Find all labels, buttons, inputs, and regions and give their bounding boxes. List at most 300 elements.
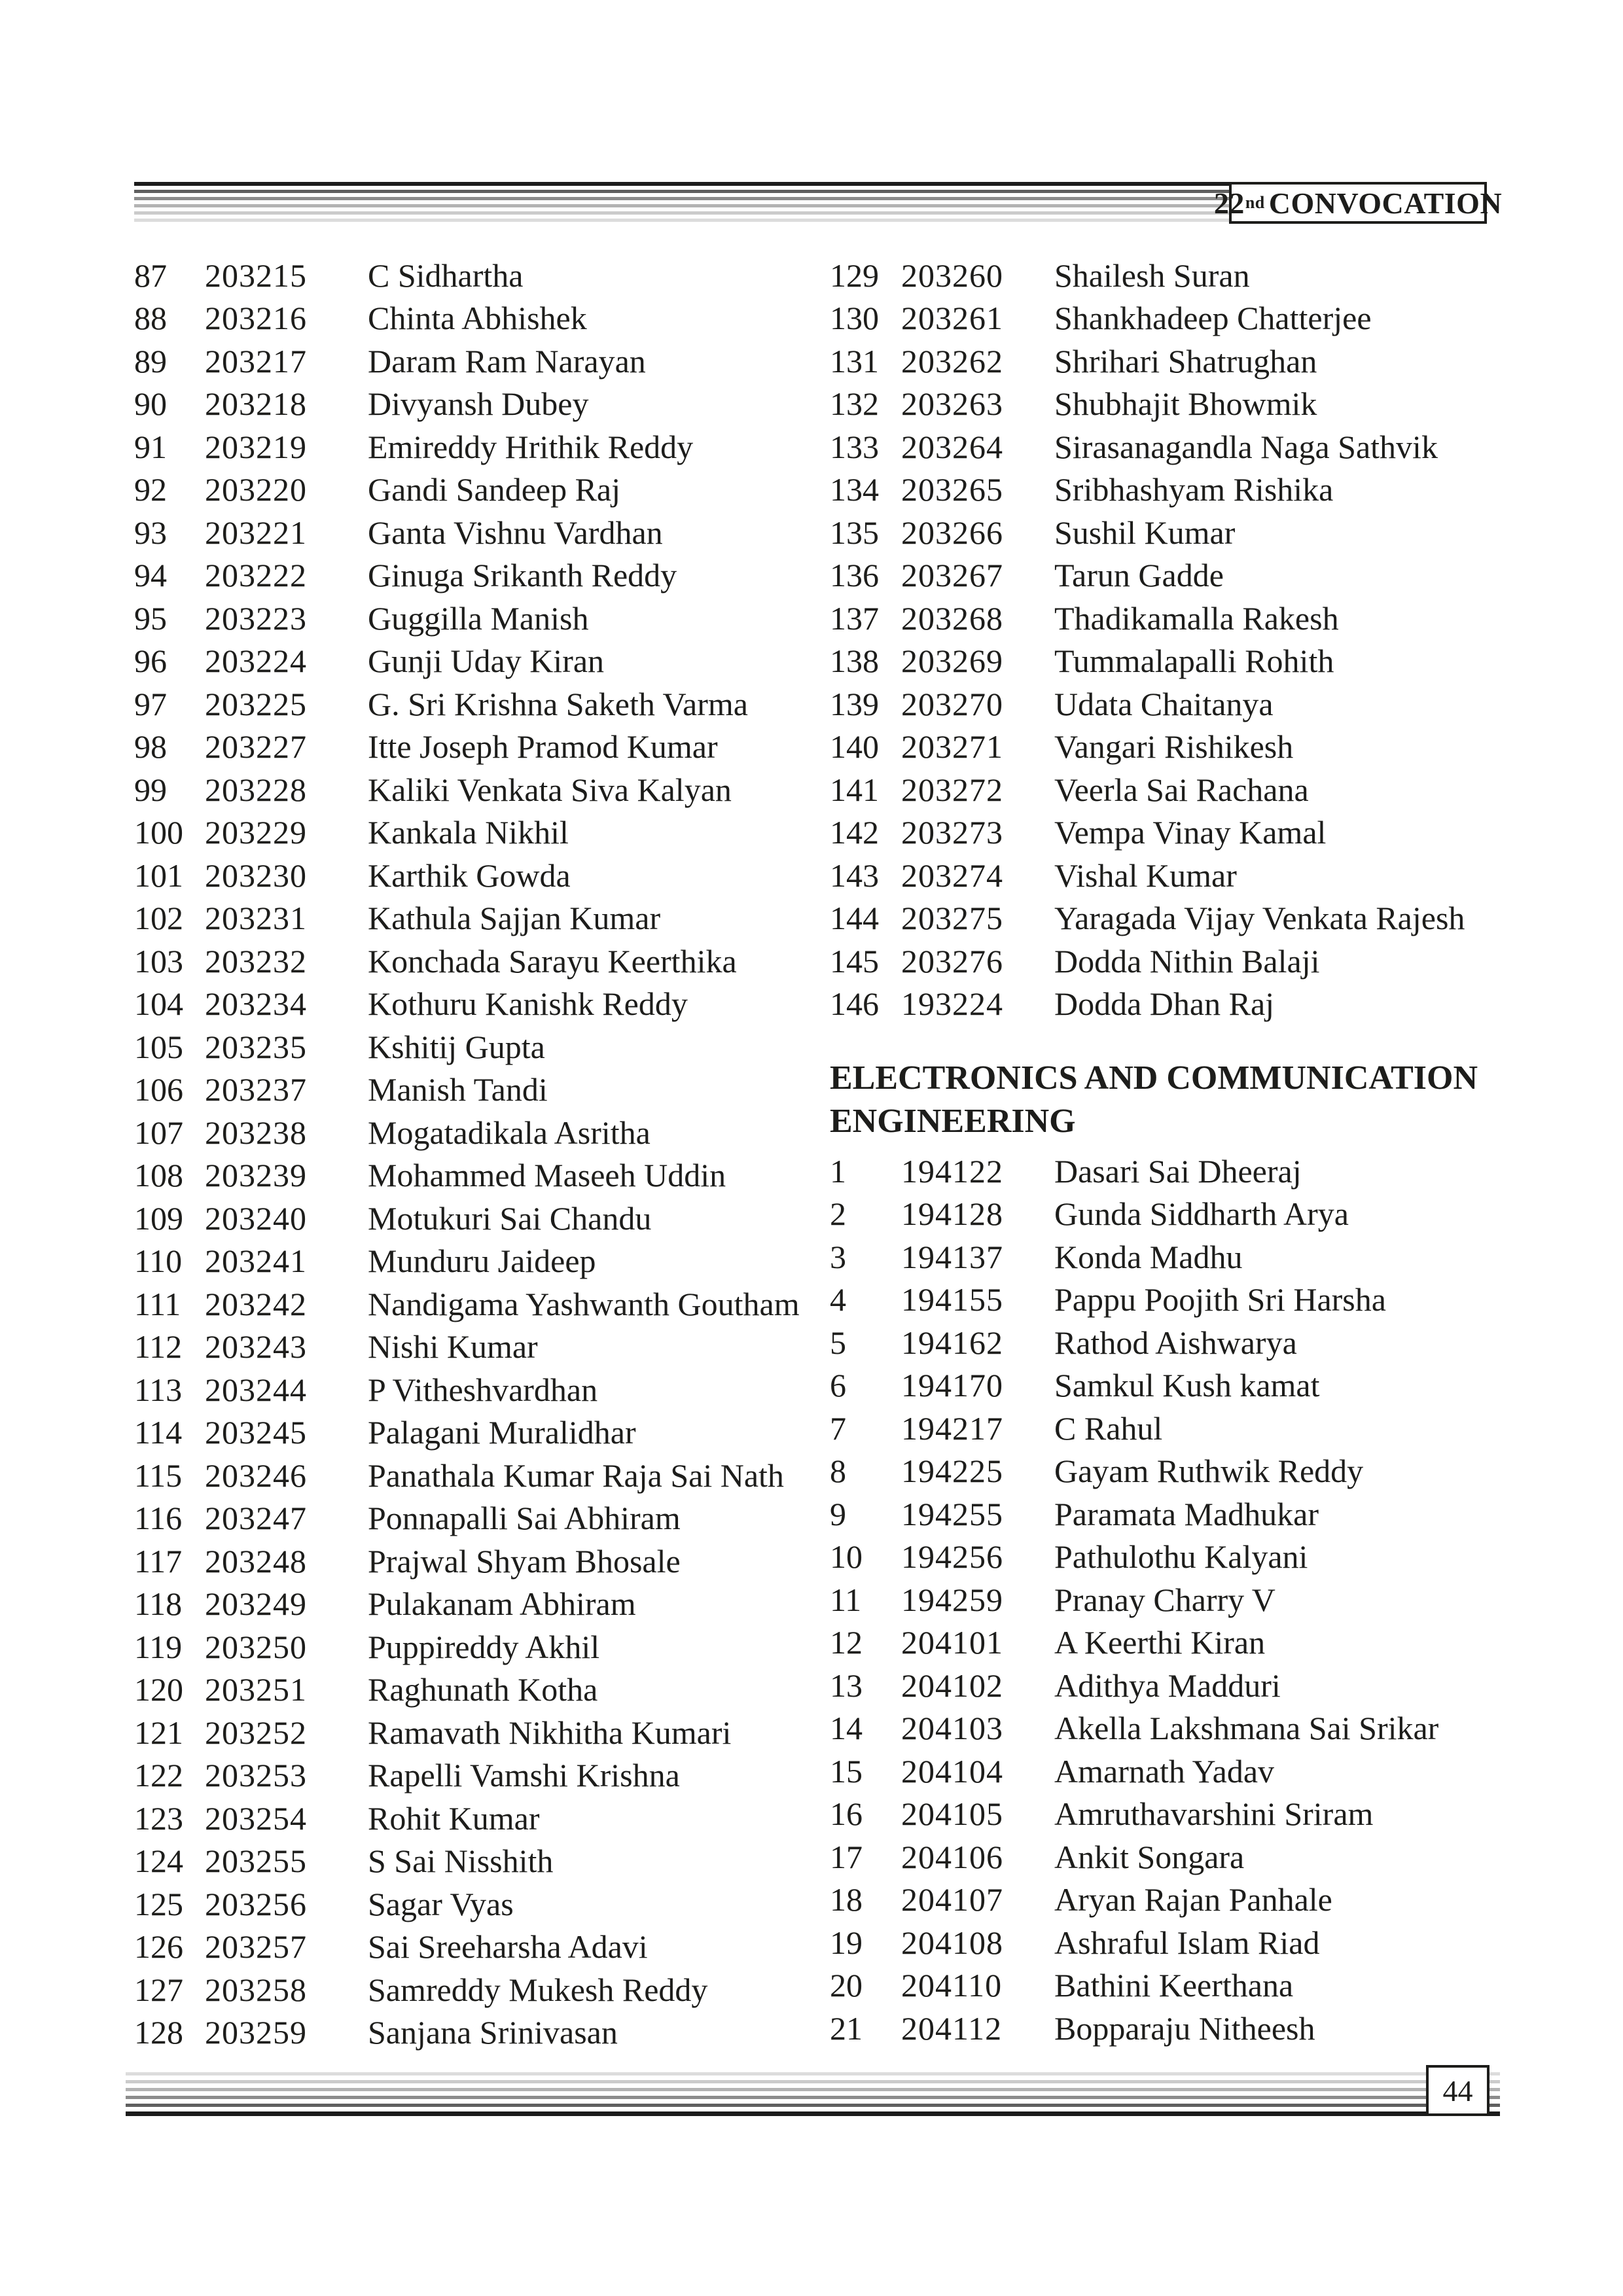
- roll-number: 203215: [205, 256, 307, 294]
- graduate-row: [830, 425, 1524, 468]
- roll-number: 203220: [205, 471, 307, 508]
- graduate-name: Paramata Madhukar: [1054, 1495, 1319, 1532]
- graduate-row: [830, 1235, 1524, 1279]
- serial-number: 126: [134, 1928, 183, 1966]
- roll-number: 194225: [901, 1453, 1003, 1490]
- graduate-row: [134, 682, 808, 726]
- serial-number: 8: [830, 1453, 846, 1490]
- graduate-row: [134, 254, 808, 297]
- graduate-name: Sushil Kumar: [1054, 514, 1236, 551]
- graduate-name: Dodda Dhan Raj: [1054, 985, 1275, 1023]
- graduate-row: [830, 940, 1524, 983]
- roll-number: 203254: [205, 1799, 307, 1837]
- serial-number: 133: [830, 428, 879, 465]
- roll-number: 203244: [205, 1371, 307, 1408]
- graduate-row: [134, 1840, 808, 1883]
- serial-number: 134: [830, 471, 879, 508]
- graduate-name: Guggilla Manish: [368, 599, 589, 637]
- graduate-name: Udata Chaitanya: [1054, 685, 1274, 722]
- graduate-name: Palagani Muralidhar: [368, 1414, 636, 1451]
- serial-number: 145: [830, 942, 879, 980]
- graduate-name: Vangari Rishikesh: [1054, 728, 1294, 766]
- graduate-row: [134, 1282, 808, 1326]
- roll-number: 204102: [901, 1667, 1003, 1704]
- roll-number: 203263: [901, 385, 1003, 423]
- graduate-name: Shailesh Suran: [1054, 256, 1250, 294]
- roll-number: 203258: [205, 1971, 307, 2008]
- serial-number: 125: [134, 1885, 183, 1922]
- graduate-name: Vishal Kumar: [1054, 857, 1237, 894]
- graduate-name: Mogatadikala Asritha: [368, 1114, 651, 1151]
- graduate-row: [134, 1197, 808, 1240]
- graduate-row: [134, 1368, 808, 1411]
- graduate-row: [134, 2011, 808, 2055]
- serial-number: 130: [830, 300, 879, 337]
- graduate-name: Sanjana Srinivasan: [368, 2014, 618, 2051]
- roll-number: 194256: [901, 1538, 1003, 1576]
- serial-number: 143: [830, 857, 879, 894]
- roll-number: 203246: [205, 1457, 307, 1494]
- roll-number: 203268: [901, 599, 1003, 637]
- graduate-name: Tarun Gadde: [1054, 557, 1224, 594]
- graduate-name: Pranay Charry V: [1054, 1581, 1275, 1618]
- graduate-row: [134, 383, 808, 426]
- graduate-row: [830, 1492, 1524, 1536]
- roll-number: 204110: [901, 1967, 1003, 2004]
- graduate-row: [134, 1454, 808, 1497]
- footer-rule: [126, 2104, 1500, 2107]
- graduate-row: [134, 1411, 808, 1455]
- graduate-name: Konchada Sarayu Keerthika: [368, 942, 737, 980]
- roll-number: 203251: [205, 1671, 307, 1708]
- roll-number: 203267: [901, 557, 1003, 594]
- roll-number: 203248: [205, 1542, 307, 1580]
- roll-number: 204108: [901, 1924, 1003, 1961]
- roll-number: 194259: [901, 1581, 1003, 1618]
- graduate-name: Puppireddy Akhil: [368, 1628, 600, 1665]
- graduate-row: [134, 297, 808, 340]
- graduate-row: [830, 1364, 1524, 1407]
- graduate-name: Panathala Kumar Raja Sai Nath: [368, 1457, 784, 1494]
- serial-number: 5: [830, 1324, 846, 1361]
- graduate-name: Nishi Kumar: [368, 1328, 538, 1366]
- serial-number: 19: [830, 1924, 863, 1961]
- graduate-row: [134, 597, 808, 640]
- graduate-row: [830, 682, 1524, 726]
- graduate-row: [134, 1583, 808, 1626]
- graduate-name: Dodda Nithin Balaji: [1054, 942, 1320, 980]
- graduate-name: Daram Ram Narayan: [368, 342, 646, 380]
- graduate-row: [830, 1964, 1524, 2007]
- roll-number: 203247: [205, 1500, 307, 1537]
- serial-number: 108: [134, 1157, 183, 1194]
- graduate-name: Amruthavarshini Sriram: [1054, 1795, 1374, 1833]
- roll-number: 203249: [205, 1585, 307, 1623]
- graduate-name: C Rahul: [1054, 1409, 1163, 1447]
- serial-number: 10: [830, 1538, 863, 1576]
- serial-number: 107: [134, 1114, 183, 1151]
- graduate-name: Pulakanam Abhiram: [368, 1585, 636, 1623]
- serial-number: 12: [830, 1624, 863, 1661]
- serial-number: 128: [134, 2014, 183, 2051]
- graduate-row: [830, 1279, 1524, 1322]
- serial-number: 127: [134, 1971, 183, 2008]
- serial-number: 21: [830, 2009, 863, 2047]
- roll-number: 194217: [901, 1409, 1003, 1447]
- graduate-name: Sagar Vyas: [368, 1885, 514, 1922]
- graduate-row: [134, 854, 808, 897]
- graduate-name: Chinta Abhishek: [368, 300, 587, 337]
- serial-number: 13: [830, 1667, 863, 1704]
- serial-number: 129: [830, 256, 879, 294]
- graduate-name: Kaliki Venkata Siva Kalyan: [368, 771, 732, 808]
- roll-number: 203230: [205, 857, 307, 894]
- roll-number: 203275: [901, 900, 1003, 937]
- roll-number: 203273: [901, 814, 1003, 851]
- roll-number: 203241: [205, 1243, 307, 1280]
- convocation-number: 22: [1213, 186, 1245, 220]
- graduate-row: [134, 811, 808, 855]
- roll-number: 203274: [901, 857, 1003, 894]
- graduate-row: [830, 1536, 1524, 1579]
- graduate-row: [134, 1025, 808, 1069]
- graduate-name: Gunda Siddharth Arya: [1054, 1195, 1349, 1233]
- roll-number: 203224: [205, 643, 307, 680]
- graduate-name: Amarnath Yadav: [1054, 1752, 1275, 1790]
- serial-number: 136: [830, 557, 879, 594]
- graduate-row: [830, 726, 1524, 769]
- serial-number: 2: [830, 1195, 846, 1233]
- serial-number: 124: [134, 1843, 183, 1880]
- section-heading-line1: ELECTRONICS AND COMMUNICATION: [830, 1059, 1478, 1097]
- serial-number: 88: [134, 300, 167, 337]
- roll-number: 203260: [901, 256, 1003, 294]
- graduate-name: G. Sri Krishna Saketh Varma: [368, 685, 748, 722]
- graduate-row: [830, 1150, 1524, 1193]
- roll-number: 203261: [901, 300, 1003, 337]
- serial-number: 132: [830, 385, 879, 423]
- graduate-row: [134, 983, 808, 1026]
- serial-number: 91: [134, 428, 167, 465]
- graduate-row: [830, 897, 1524, 940]
- roll-number: 204112: [901, 2009, 1003, 2047]
- graduate-row: [134, 1326, 808, 1369]
- roll-number: 204104: [901, 1752, 1003, 1790]
- roll-number: 203235: [205, 1028, 307, 1065]
- graduate-name: Shubhajit Bhowmik: [1054, 385, 1317, 423]
- graduate-name: Tummalapalli Rohith: [1054, 643, 1334, 680]
- serial-number: 9: [830, 1495, 846, 1532]
- roll-number: 194137: [901, 1238, 1003, 1275]
- serial-number: 99: [134, 771, 167, 808]
- graduate-row: [830, 1664, 1524, 1707]
- graduate-row: [830, 854, 1524, 897]
- right-column-top-entries: [830, 254, 1524, 1025]
- roll-number: 203234: [205, 985, 307, 1023]
- serial-number: 98: [134, 728, 167, 766]
- roll-number: 203223: [205, 599, 307, 637]
- serial-number: 100: [134, 814, 183, 851]
- roll-number: 203240: [205, 1199, 307, 1237]
- serial-number: 14: [830, 1710, 863, 1747]
- serial-number: 87: [134, 256, 167, 294]
- graduate-row: [830, 1450, 1524, 1493]
- graduate-row: [134, 1797, 808, 1840]
- graduate-name: Gunji Uday Kiran: [368, 643, 605, 680]
- serial-number: 17: [830, 1838, 863, 1875]
- graduate-name: Ankit Songara: [1054, 1838, 1245, 1875]
- right-column-bottom-entries: [830, 1150, 1524, 2050]
- graduate-name: Dasari Sai Dheeraj: [1054, 1152, 1302, 1190]
- serial-number: 144: [830, 900, 879, 937]
- graduate-name: Ramavath Nikhitha Kumari: [368, 1714, 732, 1751]
- graduate-row: [134, 1625, 808, 1669]
- graduate-row: [134, 1540, 808, 1583]
- graduate-row: [830, 383, 1524, 426]
- roll-number: 204101: [901, 1624, 1003, 1661]
- convocation-banner: 22 nd CONVOCATION: [1229, 182, 1487, 224]
- serial-number: 89: [134, 342, 167, 380]
- graduate-name: Manish Tandi: [368, 1071, 548, 1108]
- serial-number: 141: [830, 771, 879, 808]
- page-number: 44: [1442, 2074, 1473, 2108]
- serial-number: 95: [134, 599, 167, 637]
- serial-number: 121: [134, 1714, 183, 1751]
- roll-number: 194128: [901, 1195, 1003, 1233]
- section-gap: [830, 1025, 1524, 1057]
- graduate-name: Sai Sreeharsha Adavi: [368, 1928, 648, 1966]
- page-number-box: [1426, 2065, 1489, 2116]
- graduate-name: Shankhadeep Chatterjee: [1054, 300, 1372, 337]
- footer-rule: [126, 2111, 1500, 2116]
- graduate-name: Samkul Kush kamat: [1054, 1367, 1320, 1404]
- graduate-row: [134, 1069, 808, 1112]
- serial-number: 106: [134, 1071, 183, 1108]
- roll-number: 203221: [205, 514, 307, 551]
- graduate-row: [830, 254, 1524, 297]
- section-heading-line2: ENGINEERING: [830, 1103, 1076, 1140]
- roll-number: 203225: [205, 685, 307, 722]
- graduate-name: Rapelli Vamshi Krishna: [368, 1757, 680, 1794]
- serial-number: 109: [134, 1199, 183, 1237]
- serial-number: 112: [134, 1328, 183, 1366]
- graduate-name: S Sai Nisshith: [368, 1843, 554, 1880]
- graduate-row: [830, 768, 1524, 811]
- graduate-row: [830, 1321, 1524, 1364]
- serial-number: 1: [830, 1152, 846, 1190]
- footer-rule: [126, 2072, 1500, 2075]
- serial-number: 142: [830, 814, 879, 851]
- graduate-name: Bathini Keerthana: [1054, 1967, 1294, 2004]
- serial-number: 137: [830, 599, 879, 637]
- serial-number: 118: [134, 1585, 183, 1623]
- roll-number: 203245: [205, 1414, 307, 1451]
- roll-number: 203259: [205, 2014, 307, 2051]
- section-gap-small: [830, 1143, 1524, 1150]
- graduate-row: [830, 1879, 1524, 1922]
- graduate-name: Ganta Vishnu Vardhan: [368, 514, 663, 551]
- graduate-name: Nandigama Yashwanth Goutham: [368, 1285, 800, 1322]
- roll-number: 203272: [901, 771, 1003, 808]
- graduate-name: Divyansh Dubey: [368, 385, 589, 423]
- graduate-name: Vempa Vinay Kamal: [1054, 814, 1327, 851]
- roll-number: 193224: [901, 985, 1003, 1023]
- graduate-row: [830, 1707, 1524, 1750]
- graduate-row: [134, 511, 808, 554]
- serial-number: 115: [134, 1457, 183, 1494]
- roll-number: 203243: [205, 1328, 307, 1366]
- graduate-row: [134, 1711, 808, 1754]
- footer-rule: [126, 2088, 1500, 2091]
- footer-rule-stack: [126, 2072, 1500, 2121]
- graduate-row: [134, 1111, 808, 1154]
- graduate-name: Kathula Sajjan Kumar: [368, 900, 661, 937]
- roll-number: 203229: [205, 814, 307, 851]
- serial-number: 94: [134, 557, 167, 594]
- graduate-row: [830, 2007, 1524, 2050]
- roll-number: 203242: [205, 1285, 307, 1322]
- footer-rule: [126, 2096, 1500, 2099]
- graduate-row: [830, 1921, 1524, 1964]
- graduate-row: [830, 1193, 1524, 1236]
- graduate-row: [830, 1621, 1524, 1665]
- roll-number: 204105: [901, 1795, 1003, 1833]
- serial-number: 15: [830, 1752, 863, 1790]
- roll-number: 203257: [205, 1928, 307, 1966]
- serial-number: 18: [830, 1881, 863, 1918]
- serial-number: 119: [134, 1628, 183, 1665]
- graduate-row: [134, 726, 808, 769]
- roll-number: 203227: [205, 728, 307, 766]
- graduate-name: Rathod Aishwarya: [1054, 1324, 1297, 1361]
- serial-number: 103: [134, 942, 183, 980]
- graduate-row: [134, 1669, 808, 1712]
- graduate-name: Munduru Jaideep: [368, 1243, 596, 1280]
- roll-number: 203264: [901, 428, 1003, 465]
- roll-number: 203270: [901, 685, 1003, 722]
- graduate-name: Gayam Ruthwik Reddy: [1054, 1453, 1364, 1490]
- serial-number: 4: [830, 1281, 846, 1318]
- graduate-row: [134, 425, 808, 468]
- graduate-name: Pathulothu Kalyani: [1054, 1538, 1308, 1576]
- graduate-name: Pappu Poojith Sri Harsha: [1054, 1281, 1386, 1318]
- graduate-name: Ginuga Srikanth Reddy: [368, 557, 677, 594]
- roll-number: 203237: [205, 1071, 307, 1108]
- graduate-name: Emireddy Hrithik Reddy: [368, 428, 694, 465]
- graduate-row: [830, 297, 1524, 340]
- serial-number: 3: [830, 1238, 846, 1275]
- roll-number: 203232: [205, 942, 307, 980]
- roll-number: 203253: [205, 1757, 307, 1794]
- serial-number: 116: [134, 1500, 183, 1537]
- graduate-name: Kshitij Gupta: [368, 1028, 545, 1065]
- graduate-row: [134, 940, 808, 983]
- graduate-row: [830, 1578, 1524, 1621]
- graduate-name: Karthik Gowda: [368, 857, 571, 894]
- graduate-row: [134, 897, 808, 940]
- graduate-name: Mohammed Maseeh Uddin: [368, 1157, 726, 1194]
- serial-number: 6: [830, 1367, 846, 1404]
- roll-number: 203228: [205, 771, 307, 808]
- roll-number: 203276: [901, 942, 1003, 980]
- serial-number: 104: [134, 985, 183, 1023]
- serial-number: 120: [134, 1671, 183, 1708]
- graduate-row: [830, 511, 1524, 554]
- serial-number: 122: [134, 1757, 183, 1794]
- roll-number: 194162: [901, 1324, 1003, 1361]
- right-column: [830, 254, 1524, 2050]
- serial-number: 93: [134, 514, 167, 551]
- roll-number: 194255: [901, 1495, 1003, 1532]
- serial-number: 11: [830, 1581, 862, 1618]
- roll-number: 204107: [901, 1881, 1003, 1918]
- serial-number: 140: [830, 728, 879, 766]
- graduate-row: [830, 1793, 1524, 1836]
- graduate-row: [830, 1407, 1524, 1450]
- graduate-name: Thadikamalla Rakesh: [1054, 599, 1339, 637]
- serial-number: 146: [830, 985, 879, 1023]
- graduate-name: Akella Lakshmana Sai Srikar: [1054, 1710, 1439, 1747]
- roll-number: 203217: [205, 342, 307, 380]
- footer-rule: [126, 2080, 1500, 2083]
- graduate-name: Raghunath Kotha: [368, 1671, 598, 1708]
- graduate-row: [134, 554, 808, 597]
- graduate-name: Itte Joseph Pramod Kumar: [368, 728, 718, 766]
- roll-number: 203238: [205, 1114, 307, 1151]
- roll-number: 203252: [205, 1714, 307, 1751]
- graduate-name: P Vitheshvardhan: [368, 1371, 598, 1408]
- graduate-row: [830, 811, 1524, 855]
- serial-number: 135: [830, 514, 879, 551]
- graduate-name: Konda Madhu: [1054, 1238, 1243, 1275]
- serial-number: 131: [830, 342, 879, 380]
- graduate-row: [830, 340, 1524, 383]
- roll-number: 203231: [205, 900, 307, 937]
- serial-number: 110: [134, 1243, 183, 1280]
- roll-number: 203255: [205, 1843, 307, 1880]
- serial-number: 139: [830, 685, 879, 722]
- graduate-name: Ashraful Islam Riad: [1054, 1924, 1320, 1961]
- graduate-row: [134, 1154, 808, 1197]
- graduate-name: Adithya Madduri: [1054, 1667, 1281, 1704]
- graduate-name: Sirasanagandla Naga Sathvik: [1054, 428, 1438, 465]
- serial-number: 114: [134, 1414, 183, 1451]
- serial-number: 102: [134, 900, 183, 937]
- graduate-row: [830, 640, 1524, 683]
- roll-number: 203256: [205, 1885, 307, 1922]
- graduate-row: [134, 1497, 808, 1540]
- graduate-row: [830, 983, 1524, 1026]
- serial-number: 117: [134, 1542, 183, 1580]
- roll-number: 203222: [205, 557, 307, 594]
- roll-number: 203269: [901, 643, 1003, 680]
- roll-number: 203216: [205, 300, 307, 337]
- roll-number: 203266: [901, 514, 1003, 551]
- graduate-row: [830, 1750, 1524, 1793]
- graduate-name: Kankala Nikhil: [368, 814, 569, 851]
- graduate-row: [134, 1926, 808, 1969]
- serial-number: 101: [134, 857, 183, 894]
- graduate-name: Yaragada Vijay Venkata Rajesh: [1054, 900, 1465, 937]
- serial-number: 90: [134, 385, 167, 423]
- graduate-row: [830, 554, 1524, 597]
- graduate-row: [134, 640, 808, 683]
- roll-number: 194122: [901, 1152, 1003, 1190]
- roll-number: 203218: [205, 385, 307, 423]
- graduate-name: Gandi Sandeep Raj: [368, 471, 621, 508]
- roll-number: 204106: [901, 1838, 1003, 1875]
- graduate-row: [134, 1240, 808, 1283]
